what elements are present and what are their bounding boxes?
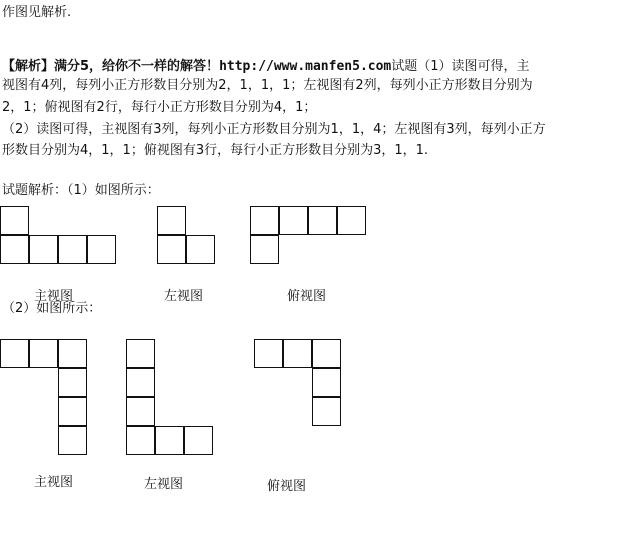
caption-top-view-1: 俯视图 <box>287 289 327 304</box>
caption-side-view-1: 左视图 <box>164 289 204 304</box>
cell <box>58 397 87 426</box>
cell <box>250 235 279 264</box>
cell <box>126 339 155 368</box>
cell <box>157 206 186 235</box>
cell <box>186 235 215 264</box>
cell <box>58 368 87 397</box>
cell <box>0 339 29 368</box>
cell <box>58 235 87 264</box>
caption-top-view-2: 俯视图 <box>267 479 307 494</box>
cell <box>312 339 341 368</box>
caption-front-view-1: 主视图 <box>34 289 74 304</box>
analysis-slogan: 满分5，给你不一样的解答！ <box>54 59 220 74</box>
cell <box>279 206 308 235</box>
analysis-line-3: 2，1；俯视图有2行，每行小正方形数目分别为4，1； <box>2 100 317 115</box>
analysis-text-1: 试题（1）读图可得，主 <box>391 59 530 74</box>
analysis-line-1 <box>2 58 530 76</box>
cell <box>184 426 213 455</box>
cell <box>250 206 279 235</box>
cell <box>87 235 116 264</box>
analysis-line-4: （2）读图可得，主视图有3列，每列小正方形数目分别为1，1，4；左视图有3列，每列小正方 <box>2 122 546 137</box>
solution-heading-1: 试题解析：（1）如图所示： <box>2 183 160 198</box>
cell <box>126 426 155 455</box>
caption-front-view-2: 主视图 <box>34 475 74 490</box>
cell <box>157 235 186 264</box>
cell <box>126 397 155 426</box>
cell <box>0 235 29 264</box>
cell <box>308 206 337 235</box>
cell <box>283 339 312 368</box>
cell <box>254 339 283 368</box>
analysis-line-2: 视图有4列，每列小正方形数目分别为2，1，1，1；左视图有2列，每列小正方形数目分别为 <box>2 78 533 93</box>
analysis-tag: 【解析】 <box>2 59 55 74</box>
cell <box>58 426 87 455</box>
cell <box>312 368 341 397</box>
cell <box>0 206 29 235</box>
cell <box>58 339 87 368</box>
intro-text: 作图见解析. <box>2 5 72 20</box>
cell <box>312 397 341 426</box>
analysis-line-5: 形数目分别为4，1，1；俯视图有3行，每行小正方形数目分别为3，1，1. <box>2 143 429 158</box>
solution-heading-2: （2）如图所示： <box>2 301 102 316</box>
cell <box>29 235 58 264</box>
cell <box>126 368 155 397</box>
caption-side-view-2: 左视图 <box>144 477 184 492</box>
cell <box>337 206 366 235</box>
cell <box>155 426 184 455</box>
analysis-url: http://www.manfen5.com <box>219 59 392 74</box>
cell <box>29 339 58 368</box>
